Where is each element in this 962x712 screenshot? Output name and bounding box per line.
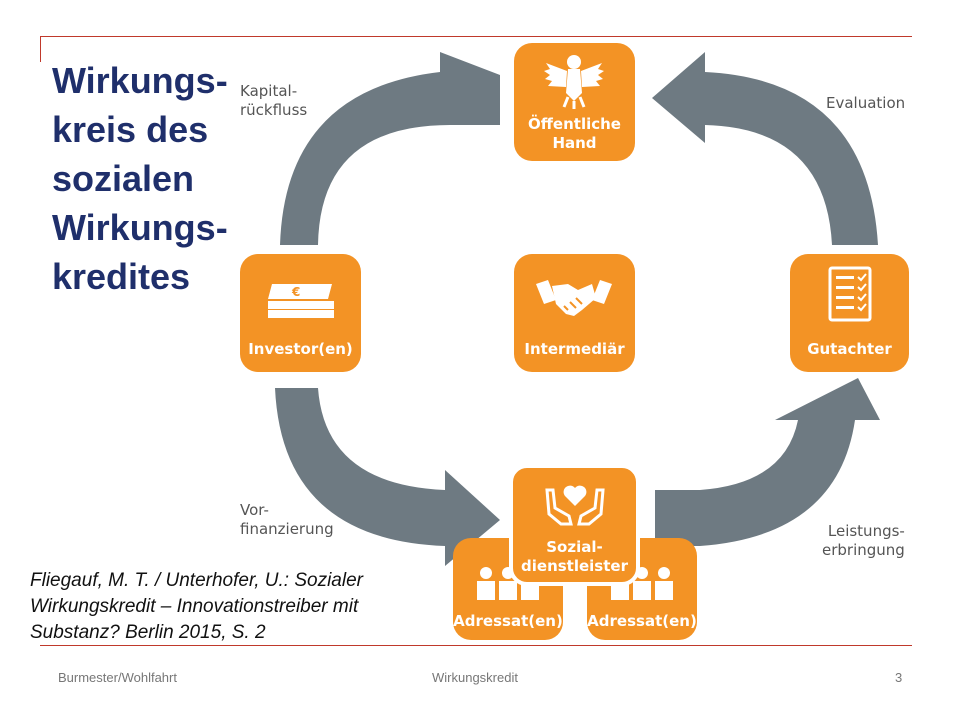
arrow-leistungserbringung [655,378,880,546]
footer-topic: Wirkungskredit [432,670,518,685]
node-label: Intermediär [524,340,625,358]
citation-line: Fliegauf, M. T. / Unterhofer, U.: Sozialer [30,570,363,591]
node-gutachter [790,254,909,372]
checklist-icon [828,266,872,322]
node-label: Gutachter [807,340,892,358]
label-line: rückfluss [240,101,308,119]
node-intermediaer [514,254,635,372]
label-kapitalrueckfluss [240,82,307,120]
title-line: Wirkungs- [52,60,228,101]
label-line: Kapital- [240,82,298,100]
title-line: sozialen [52,158,195,199]
source-citation [30,568,363,646]
node-oeffentliche-hand [514,43,635,161]
node-sozialdienstleister [509,464,640,586]
label-line: finanzierung [240,520,334,538]
federal-eagle-icon [542,53,606,109]
label-line: Vor- [240,501,269,519]
node-label: Investor(en) [248,340,353,358]
label-leistungserbringung [822,522,905,560]
node-label: Hand [552,134,597,152]
node-investor [240,254,361,372]
euro-banknotes-icon [262,282,338,322]
label-line: Evaluation [826,94,906,112]
title-line: kreis des [52,109,209,150]
label-line: Leistungs- [827,522,905,540]
title-line: Wirkungs- [52,207,228,248]
citation-line: Wirkungskredit – Innovationstreiber mit [30,596,359,617]
footer-page-number: 3 [895,670,903,685]
arrow-kapitalrueckfluss [280,52,500,245]
node-label: dienstleister [521,557,628,575]
handshake-icon [534,276,614,320]
node-label: Adressat(en) [587,612,697,630]
footer-author: Burmester/Wohlfahrt [58,670,177,685]
label-vorfinanzierung [240,501,334,539]
arrow-evaluation [652,52,878,245]
node-label: Adressat(en) [453,612,563,630]
label-line: erbringung [822,541,905,559]
node-label: Öffentliche [528,115,621,133]
heart-in-hands-icon [543,480,607,526]
title-line: kredites [52,256,191,297]
node-label: Sozial- [546,538,603,556]
citation-line: Substanz? Berlin 2015, S. 2 [30,622,266,643]
svg-text:€: € [292,285,301,299]
label-evaluation [826,94,905,113]
